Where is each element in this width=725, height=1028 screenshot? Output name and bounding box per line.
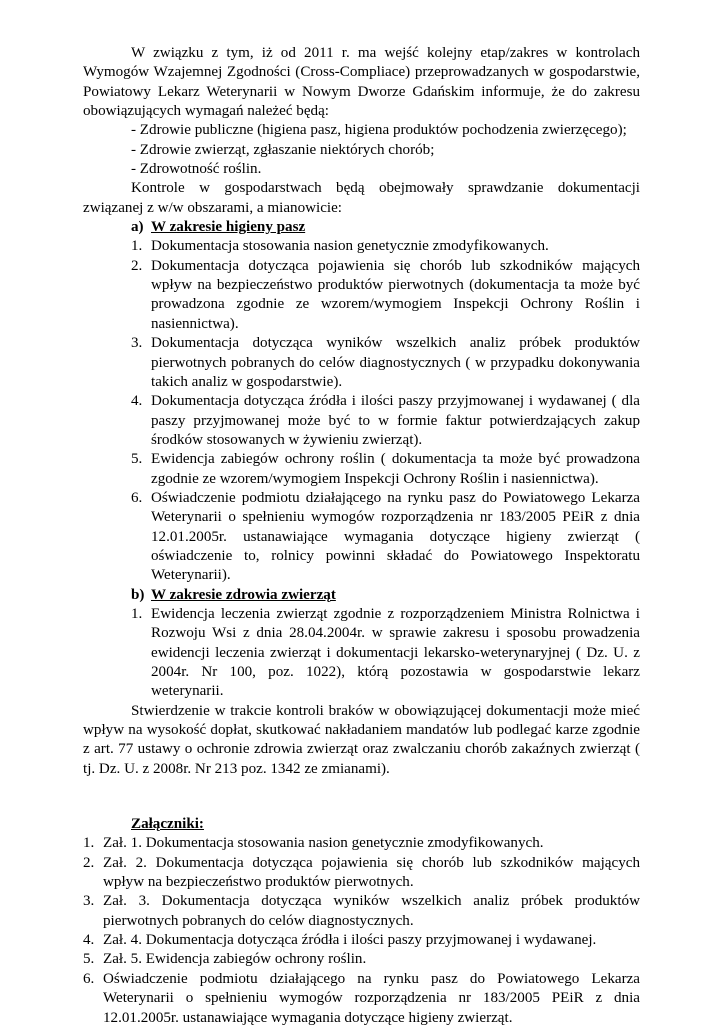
list-item xyxy=(131,450,640,489)
section-a-marker: a) xyxy=(131,219,144,236)
section-b-marker: b) xyxy=(131,586,145,603)
list-item-number: 5. xyxy=(131,451,143,468)
section-b-list xyxy=(83,605,640,702)
conclusion-paragraph: Stwierdzenie w trakcie kontroli braków w obowiązującej dokumentacji może mieć wpływ na wysokość dopłat, skutkować nakładaniem mandatów lub podlegać karze zgodnie z art. 77 ustawy o ochronie zdrowia zwierząt oraz zwalczaniu chorób zakaźnych zwierząt ( tj. Dz. U. z 2008r. Nr 213 poz. 1342 ze zmianami). xyxy=(83,702,640,777)
attachment-number: 3. xyxy=(83,893,95,910)
list-item-text: Dokumentacja dotycząca źródła i ilości paszy przyjmowanej i wydawanej ( dla paszy przyjmowanej może być to w formie faktur potwierdzających zakup środków stosowanych w żywieniu zwierząt). xyxy=(151,393,640,448)
attachment-text: Zał. 2. Dokumentacja dotycząca pojawienia się chorób lub szkodników mających wpływ na bezpieczeństwo produktów pierwotnych. xyxy=(103,854,640,891)
list-item xyxy=(131,257,640,334)
list-item-text: Oświadczenie podmiotu działającego na rynku pasz do Powiatowego Lekarza Weterynarii o spełnieniu wymogów rozporządzenia nr 183/2005 PEiR z dnia 12.01.2005r. ustanawiające wymagania dotyczące higieny zwierząt ( oświadczenie to, rolnicy powinni składać do Powiatowego Inspektoratu Weterynarii). xyxy=(151,489,640,584)
scope-item: - Zdrowie zwierząt, zgłaszanie niektórych chorób; xyxy=(131,141,435,158)
list-item-text: Dokumentacja stosowania nasion genetycznie zmodyfikowanych. xyxy=(151,238,549,255)
attachment-item xyxy=(83,854,640,893)
list-item-text: Ewidencja zabiegów ochrony roślin ( dokumentacja ta może być prowadzona zgodnie ze wzorem/wymogiem Inspekcji Ochrony Roślin i nasiennictwa). xyxy=(151,451,640,487)
attachment-text: Zał. 1. Dokumentacja stosowania nasion genetycznie zmodyfikowanych. xyxy=(103,835,544,852)
scope-item: - Zdrowotność roślin. xyxy=(131,161,262,178)
attachment-number: 2. xyxy=(83,854,95,871)
list-item-text: Dokumentacja dotycząca wyników wszelkich analiz próbek produktów pierwotnych pobranych do celów diagnostycznych ( w przypadku dokonywania takich analiz w gospodarstwie). xyxy=(151,335,640,390)
list-item-number: 4. xyxy=(131,393,143,410)
scope-item: - Zdrowie publiczne (higiena pasz, higiena produktów pochodzenia zwierzęcego); xyxy=(131,122,627,139)
list-item-number: 1. xyxy=(131,238,143,255)
attachment-number: 1. xyxy=(83,835,95,852)
list-item xyxy=(131,489,640,586)
list-item xyxy=(131,605,640,702)
attachment-text: Zał. 4. Dokumentacja dotycząca źródła i ilości paszy przyjmowanej i wydawanej. xyxy=(103,932,597,949)
section-b-heading xyxy=(131,586,640,605)
list-item-number: 3. xyxy=(131,335,143,352)
spacer xyxy=(83,779,640,815)
attachment-item xyxy=(83,834,640,853)
list-item-number: 2. xyxy=(131,257,143,274)
list-item-text: Ewidencja leczenia zwierząt zgodnie z rozporządzeniem Ministra Rolnictwa i Rozwoju Wsi z dnia 28.04.2004r. w sprawie zakresu i sposobu prowadzenia ewidencji leczenia zwierząt i dokumentacji lekarsko-weterynaryjnej ( Dz. U. z 2004r. Nr 100, poz. 1022), którą pozostawia w gospodarstwie lekarz weterynarii. xyxy=(151,605,640,700)
attachment-item xyxy=(83,970,640,1028)
list-item-text: Dokumentacja dotycząca pojawienia się chorób lub szkodników mających wpływ na bezpieczeństwo produktów pierwotnych (dokumentacja ta może być prowadzona zgodnie ze wzorem/wymogiem Inspekcji Ochrony Roślin i nasiennictwa). xyxy=(151,257,640,332)
attachment-number: 5. xyxy=(83,951,95,968)
attachments-title: Załączniki: xyxy=(131,816,204,833)
attachment-number: 4. xyxy=(83,932,95,949)
list-item xyxy=(131,334,640,392)
list-item xyxy=(131,392,640,450)
scope-list xyxy=(83,121,640,179)
attachment-item xyxy=(83,892,640,931)
attachment-text: Zał. 3. Dokumentacja dotycząca wyników wszelkich analiz próbek produktów pierwotnych pobranych do celów diagnostycznych. xyxy=(103,893,640,929)
list-item-number: 1. xyxy=(131,605,143,622)
list-item-number: 6. xyxy=(131,489,143,506)
attachment-text: Oświadczenie podmiotu działającego na rynku pasz do Powiatowego Lekarza Weterynarii o spełnieniu wymogów rozporządzenia nr 183/2005 PEiR z dnia 12.01.2005r. ustanawiające wymagania dotyczące higieny zwierząt. xyxy=(103,970,640,1026)
section-a-list xyxy=(83,237,640,585)
section-b-title: W zakresie zdrowia zwierząt xyxy=(151,586,336,603)
controls-intro-paragraph: Kontrole w gospodarstwach będą obejmowały sprawdzanie dokumentacji związanej z w/w obszarami, a mianowicie: xyxy=(83,180,640,216)
attachment-text: Zał. 5. Ewidencja zabiegów ochrony roślin. xyxy=(103,951,367,968)
attachment-item xyxy=(83,931,640,950)
attachment-item xyxy=(83,950,640,969)
section-a-title: W zakresie higieny pasz xyxy=(151,219,306,236)
attachment-number: 6. xyxy=(83,970,95,987)
section-a-heading xyxy=(131,218,640,237)
attachments-list xyxy=(83,834,640,1027)
intro-paragraph: W związku z tym, iż od 2011 r. ma wejść kolejny etap/zakres w kontrolach Wymogów Wzajemnej Zgodności (Cross-Compliace) przeprowadzanych w gospodarstwie, Powiatowy Lekarz Weterynarii w Nowym Dworze Gdańskim informuje, że do zakresu obowiązujących wymagań należeć będą: xyxy=(83,45,640,120)
list-item xyxy=(131,237,640,256)
